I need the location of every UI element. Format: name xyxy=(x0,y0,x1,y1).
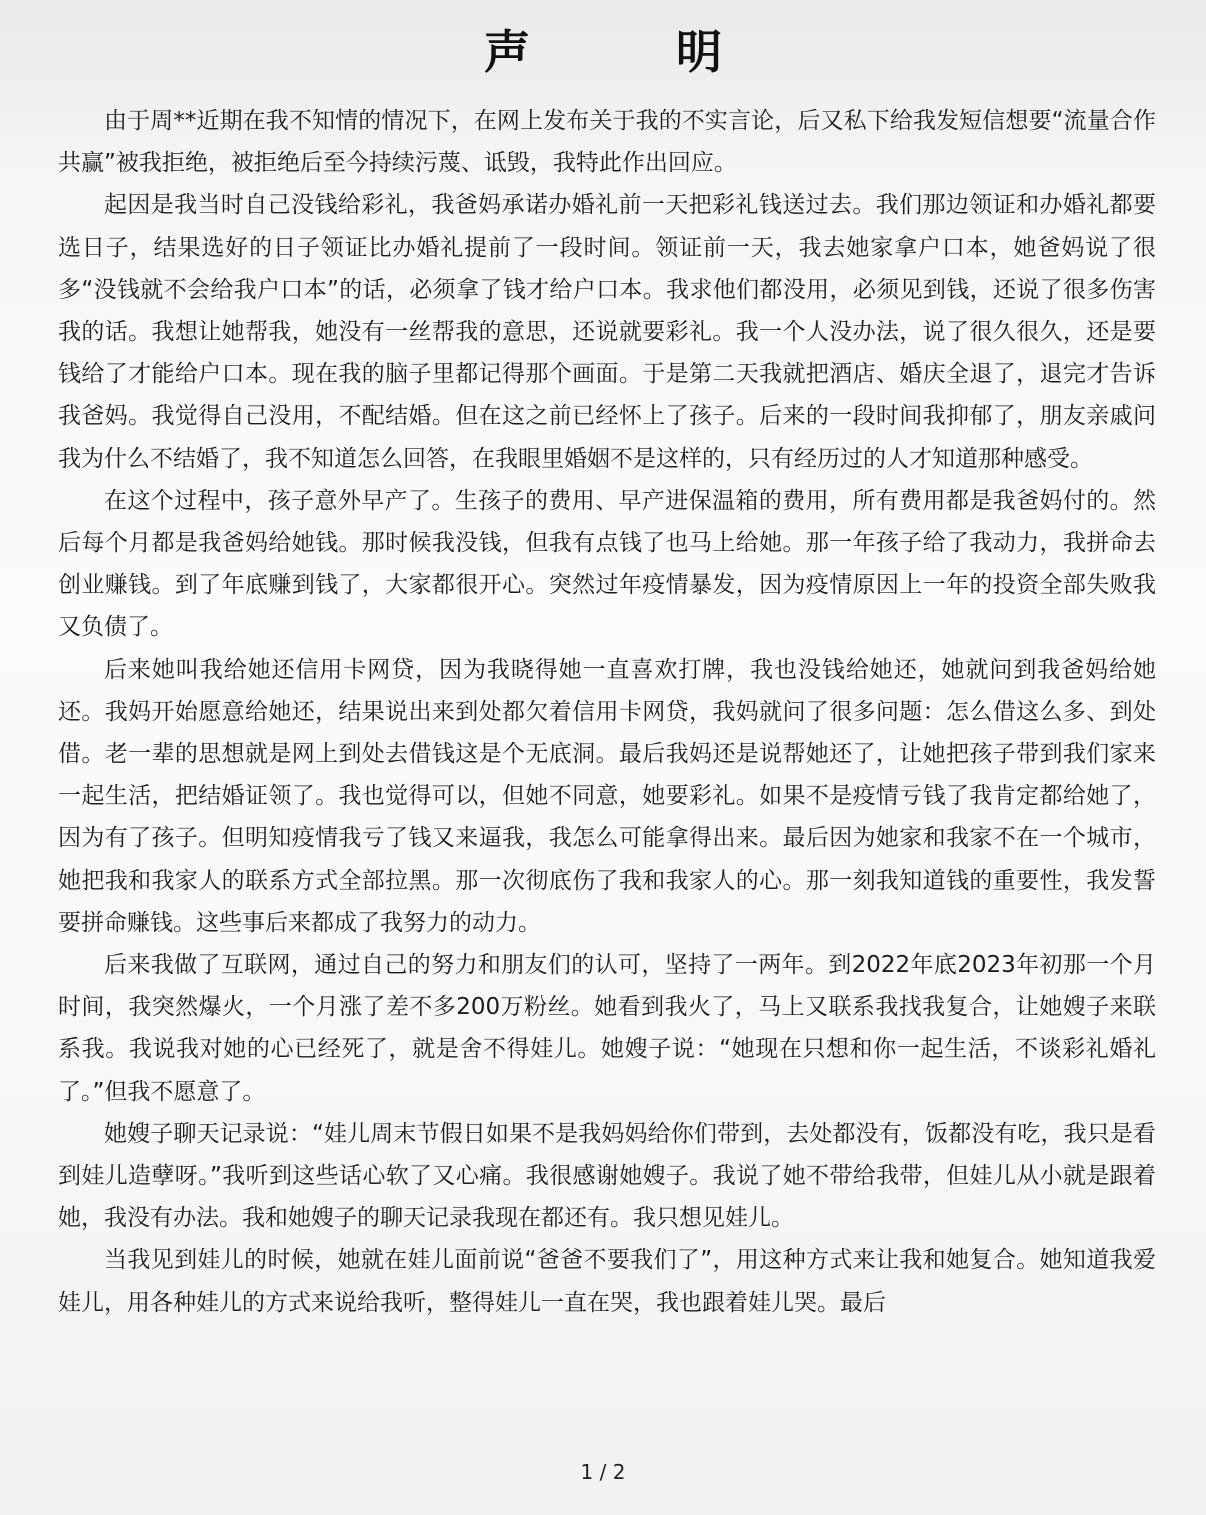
paragraph-2: 起因是我当时自己没钱给彩礼，我爸妈承诺办婚礼前一天把彩礼钱送过去。我们那边领证和办婚礼都要选日子，结果选好的日子领证比办婚礼提前了一段时间。领证前一天，我去她家拿户口本，她爸妈说了很多“没钱就不会给我户口本”的话，必须拿了钱才给户口本。我求他们都没用，必须见到钱，还说了很多伤害我的话。我想让她帮我，她没有一丝帮我的意思，还说就要彩礼。我一个人没办法，说了很久很久，还是要钱给了才能给户口本。现在我的脑子里都记得那个画面。于是第二天我就把酒店、婚庆全退了，退完才告诉我爸妈。我觉得自己没用，不配结婚。但在这之前已经怀上了孩子。后来的一段时间我抑郁了，朋友亲戚问我为什么不结婚了，我不知道怎么回答，在我眼里婚姻不是这样的，只有经历过的人才知道那种感受。 xyxy=(58,192,1156,472)
paragraph-7: 当我见到娃儿的时候，她就在娃儿面前说“爸爸不要我们了”，用这种方式来让我和她复合。她知道我爱娃儿，用各种娃儿的方式来说给我听，整得娃儿一直在哭，我也跟着娃儿哭。最后 xyxy=(58,1247,1156,1316)
paragraph-6: 她嫂子聊天记录说：“娃儿周末节假日如果不是我妈妈给你们带到，去处都没有，饭都没有吃，我只是看到娃儿造孽呀。”我听到这些话心软了又心痛。我很感谢她嫂子。我说了她不带给我带，但娃儿从小就是跟着她，我没有办法。我和她嫂子的聊天记录我现在都还有。我只想见娃儿。 xyxy=(58,1120,1156,1232)
document-body xyxy=(58,100,1156,1324)
document-title: 声 明 xyxy=(484,25,772,79)
page-number: 1 / 2 xyxy=(580,1460,626,1484)
paragraph-5: 后来我做了互联网，通过自己的努力和朋友们的认可，坚持了一两年。到2022年底2023年初那一个月时间，我突然爆火，一个月涨了差不多200万粉丝。她看到我火了，马上又联系我找我复合，让她嫂子来联系我。我说我对她的心已经死了，就是舍不得娃儿。她嫂子说：“她现在只想和你一起生活，不谈彩礼婚礼了。”但我不愿意了。 xyxy=(58,952,1156,1105)
paragraph-3: 在这个过程中，孩子意外早产了。生孩子的费用、早产进保温箱的费用，所有费用都是我爸妈付的。然后每个月都是我爸妈给她钱。那时候我没钱，但我有点钱了也马上给她。那一年孩子给了我动力，我拼命去创业赚钱。到了年底赚到钱了，大家都很开心。突然过年疫情暴发，因为疫情原因上一年的投资全部失败我又负债了。 xyxy=(58,487,1156,641)
paragraph-1: 由于周**近期在我不知情的情况下，在网上发布关于我的不实言论，后又私下给我发短信想要“流量合作共赢”被我拒绝，被拒绝后至今持续污蔑、诋毁，我特此作出回应。 xyxy=(58,108,1156,177)
paragraph-4: 后来她叫我给她还信用卡网贷，因为我晓得她一直喜欢打牌，我也没钱给她还，她就问到我爸妈给她还。我妈开始愿意给她还，结果说出来到处都欠着信用卡网贷，我妈就问了很多问题：怎么借这么多、到处借。老一辈的思想就是网上到处去借钱这是个无底洞。最后我妈还是说帮她还了，让她把孩子带到我们家来一起生活，把结婚证领了。我也觉得可以，但她不同意，她要彩礼。如果不是疫情亏钱了我肯定都给她了，因为有了孩子。但明知疫情我亏了钱又来逼我，我怎么可能拿得出来。最后因为她家和我家不在一个城市，她把我和我家人的联系方式全部拉黑。那一次彻底伤了我和我家人的心。那一刻我知道钱的重要性，我发誓要拼命赚钱。这些事后来都成了我努力的动力。 xyxy=(58,656,1156,936)
